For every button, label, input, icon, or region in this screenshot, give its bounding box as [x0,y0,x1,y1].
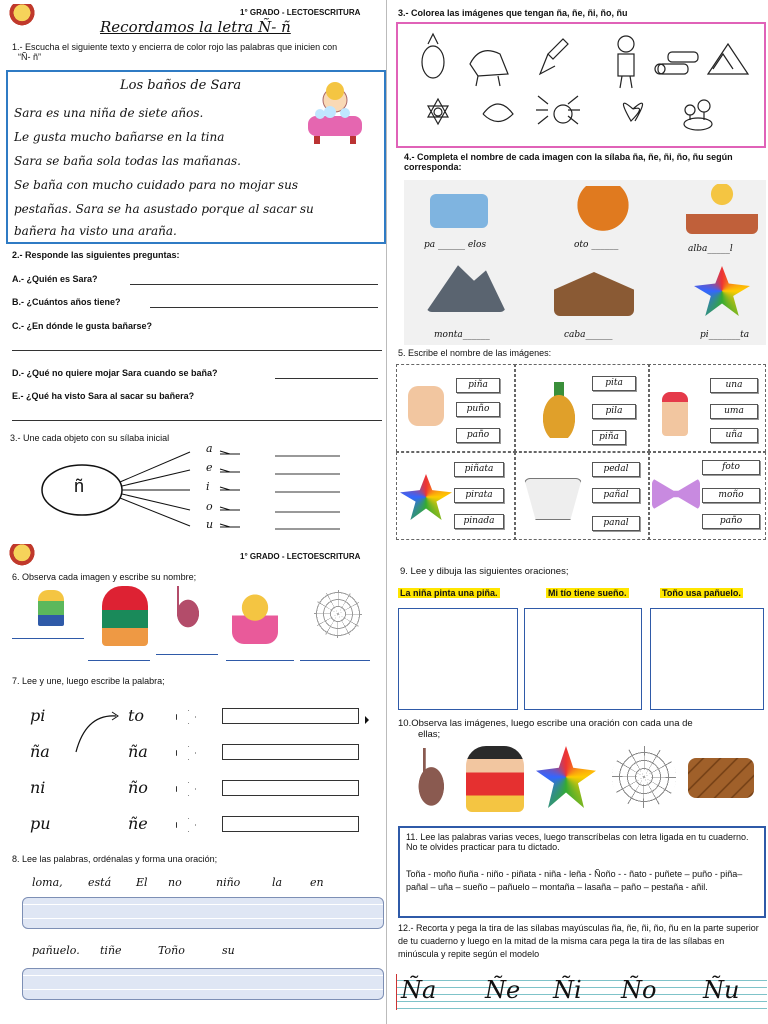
q12-title: 12.- Recorta y pega la tira de las sílabas mayúsculas ña, ñe, ñi, ño, ñu en la parte superior de tu cuaderno y luego en la mitad de la misma cara pega la tira de las sílabas en minúscula y repite según el modelo [398,923,759,959]
q6-title: 6. Observa cada imagen y escribe su nombre; [12,572,197,582]
q11-words: Toña - moño ñuña - niño - piñata - niña - leña - Ñoño - - ñato - puñete – puño - piña– pañal – uña – sueño – pañuelo – montaña – lasaña – paño – pestaña - añil. [406,869,743,892]
q8-title: 8. Lee las palabras, ordénalas y forma una oración; [12,854,218,864]
write-line[interactable] [226,660,294,661]
boy-image [38,590,64,626]
story-line: Sara se baña sola todas las mañanas. [14,154,241,168]
q2-b: B.- ¿Cuántos años tiene? [12,297,121,307]
word-tile[interactable]: pirata [454,488,504,503]
vowel-a: a [206,442,213,455]
r3-title: 3.- Colorea las imágenes que tengan ña, ñe, ñi, ño, ñu [398,8,628,18]
answer-line-d[interactable] [275,378,378,379]
word-tile[interactable]: pila [592,404,636,419]
word-pinata: pi_______ta [700,330,750,340]
q7-title: 7. Lee y une, luego escribe la palabra; [12,676,165,686]
center-letter: ñ [74,476,85,496]
q2-e: E.- ¿Qué ha visto Sara al sacar su bañera? [12,391,195,401]
vowel-o: o [206,500,213,513]
strip-syllable: Ño [621,976,657,1004]
write-line[interactable] [156,654,218,655]
page-divider [386,0,387,1024]
q2-d: D.- ¿Qué no quiere mojar Sara cuando se baña? [12,368,218,378]
handwriting-band[interactable] [22,897,384,929]
names-grid [396,364,766,540]
r5-title: 5. Escribe el nombre de las imágenes: [398,348,552,358]
word-caballo: caba______ [564,330,613,340]
answer-line-e[interactable] [12,420,382,421]
q10-title: 10.Observa las imágenes, luego escribe una oración con cada una de [398,718,693,729]
story-title: Los baños de Sara [120,78,242,93]
word-tile[interactable]: una [710,378,758,393]
syllable-right: ñe [128,814,148,833]
q1-text: 1.- Escucha el siguiente texto y encierra de color rojo las palabras que inicien con [12,42,338,52]
strip-syllable: Ña [401,976,437,1004]
word-paneuelos: pa ______ elos [424,240,487,250]
spider-web-image [314,590,362,638]
answer-box[interactable] [222,708,359,724]
word-tile[interactable]: piñata [454,462,504,477]
word-tile[interactable]: piña [456,378,500,393]
word: está [88,876,112,889]
strip-syllable: Ñi [553,976,582,1004]
word-tile[interactable]: uña [710,428,758,443]
pinata-image [694,266,750,316]
bathtub-girl-image [300,82,370,152]
syllable-left: ni [30,778,46,797]
q3-title: 3.- Une cada objeto con su sílaba inicial [10,433,170,443]
word: tiñe [100,944,122,957]
q11-box [398,826,766,918]
write-line[interactable] [300,660,370,661]
word: loma, [32,876,63,889]
word-tile[interactable]: paño [702,514,760,529]
school-logo [6,4,38,26]
write-line[interactable] [88,660,150,661]
firewood-image [688,758,754,798]
sentence-3: Toño usa pañuelo. [662,588,741,598]
answer-box[interactable] [222,744,359,760]
vowel-u: u [206,518,214,531]
syllable-strip [396,974,767,1010]
story-box [6,70,386,244]
answer-line-b[interactable] [150,307,378,308]
q11-title: 11. Lee las palabras varias veces, luego transcríbelas con letra ligada en tu cuaderno. No te olvides practicar para tu dictado. [406,832,749,852]
word-albanil: alba_____l [688,244,733,254]
answer-box[interactable] [222,780,359,796]
color-images-box [396,22,766,148]
fingernail-image [662,392,688,436]
q9-title: 9. Lee y dibuja las siguientes oraciones; [400,566,569,577]
pineapple-image [534,382,584,438]
word-tile[interactable]: pinada [454,514,504,529]
word-tile[interactable]: panal [592,516,640,531]
pinata-image [536,746,596,808]
andean-girl-image [102,586,148,646]
syllable-left: pi [30,706,46,725]
syllable-right: ña [128,742,148,761]
page-title: Recordamos la letra Ñ- ñ [100,18,291,36]
story-line: Se baña con mucho cuidado para no mojar sus [14,178,298,192]
word-otono: oto ______ [574,240,619,250]
grade-header: 1° GRADO - LECTOESCRITURA [240,8,361,17]
fist-image [408,386,444,426]
word: no [168,876,182,889]
handwriting-band[interactable] [22,968,384,1000]
answer-line-a[interactable] [130,284,378,285]
q2-title: 2.- Responde las siguientes preguntas: [12,250,180,260]
word: pañuelo. [32,944,80,957]
word: en [310,876,324,889]
q7-exercise [10,690,382,840]
syllable-left: pu [30,814,51,833]
write-line[interactable] [12,638,84,639]
boy-sleepy-image [466,746,524,812]
q6-images [10,586,382,666]
word-tile[interactable]: paño [456,428,500,443]
r4-title: 4.- Completa el nombre de cada imagen con la sílaba ña, ñe, ñi, ño, ñu según corresponda: [404,152,733,172]
word-tile[interactable]: moño [702,488,760,503]
story-line: pestañas. Sara se ha asustado porque al sacar su [14,202,314,216]
sentence-2: Mi tío tiene sueño. [548,588,627,598]
word-tile[interactable]: piña [592,430,626,445]
tissue-box-image [430,194,488,228]
word: su [222,944,235,957]
ostrich-image [166,586,206,636]
cabin-image [554,272,634,316]
strip-syllable: Ñe [485,976,521,1004]
word-tile[interactable]: puño [456,402,500,417]
vowel-i: i [206,480,210,493]
syllable-right: to [128,706,145,725]
word-tile[interactable]: foto [702,460,760,475]
word: la [272,876,283,889]
word-tile[interactable]: pita [592,376,636,391]
story-line: Le gusta mucho bañarse en la tina [14,130,225,144]
word: niño [216,876,241,889]
story-line: bañera ha visto una araña. [14,224,177,238]
answer-box[interactable] [222,816,359,832]
school-logo-bottom [6,544,38,566]
syllable-left: ña [30,742,50,761]
syllable-right: ño [128,778,148,797]
q10-instruction [398,718,762,740]
word: El [136,876,148,889]
autumn-tree-image [572,186,634,234]
q2-a: A.- ¿Quién es Sara? [12,274,98,284]
mountain-image [426,260,506,312]
drawing-box[interactable] [650,608,764,710]
drawing-box[interactable] [398,608,518,710]
word: Toño [158,944,185,957]
vowel-e: e [206,461,213,474]
q3-diagram [40,440,380,532]
sentence-1: La niña pinta una piña. [400,588,498,598]
word-tile[interactable]: uma [710,404,758,419]
q1-instruction [12,42,382,62]
story-line: Sara es una niña de siete años. [14,106,204,120]
spider-web-image [612,746,676,808]
ostrich-image [406,748,452,812]
girl-doll-image [232,592,278,644]
grade-header-bottom: 1° GRADO - LECTOESCRITURA [240,552,361,561]
word-tile[interactable]: pedal [592,462,640,477]
bricklayer-image [686,184,758,234]
q1-text2: “Ñ- ñ” [18,52,41,62]
q10-images [400,744,764,818]
q10-title2: ellas; [418,729,441,740]
strip-syllable: Ñu [703,976,740,1004]
drawing-box[interactable] [524,608,642,710]
answer-line-c[interactable] [12,350,382,351]
q2-c: C.- ¿En dónde le gusta bañarse? [12,321,153,331]
complete-images-panel [404,180,766,345]
word-montana: monta______ [434,330,490,340]
word-tile[interactable]: pañal [592,488,640,503]
